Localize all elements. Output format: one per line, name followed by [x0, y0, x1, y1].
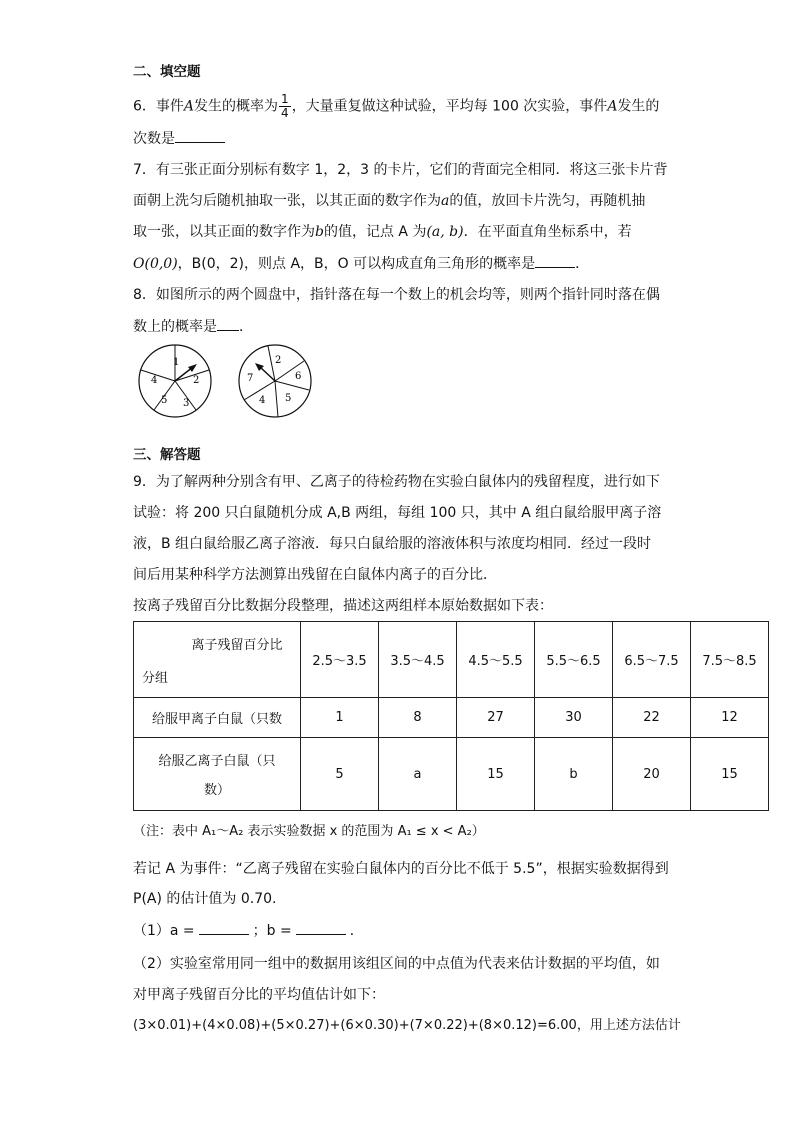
question-9-line-1: 9．为了解两种分别含有甲、乙离子的待检药物在实验白鼠体内的残留程度，进行如下 — [133, 474, 660, 490]
question-7-line-4: O(0,0)，B(0，2)，则点 A，B，O 可以构成直角三角形的概率是 ． — [133, 253, 589, 274]
question-7-line-1: 7．有三张正面分别标有数字 1，2，3 的卡片，它们的背面完全相同．将这三张卡片背 — [133, 162, 668, 178]
disc2-label-4: 7 — [247, 373, 254, 384]
spinner-disc-2 — [239, 345, 311, 417]
question-9-part-1: （1）a = ；b = ． — [133, 920, 364, 941]
answer-blank[interactable] — [535, 253, 575, 268]
table-header-cell: 离子残留百分比 分组 — [134, 622, 301, 698]
question-9-line-6: 若记 A 为事件：“乙离子残留在实验白鼠体内的百分比不低于 5.5”，根据实验数据得到 — [133, 861, 669, 877]
table-cell: a — [379, 738, 457, 811]
question-9-line-4: 间后用某种科学方法测算出残留在白鼠体内离子的百分比． — [133, 567, 497, 583]
table-header-row — [134, 622, 769, 698]
table-cell: 1 — [301, 698, 379, 738]
question-9-line-3: 液，B 组白鼠给服乙离子溶液．每只白鼠给服的溶液体积与浓度均相同．经过一段时 — [133, 536, 652, 552]
answer-blank-b[interactable] — [296, 920, 346, 935]
table-cell: 5 — [301, 738, 379, 811]
table-col-header: 6.5～7.5 — [613, 622, 691, 698]
disc1-label-3: 5 — [161, 395, 168, 406]
spinner-discs-figure — [133, 343, 333, 419]
question-8-line-2: 数上的概率是 ． — [133, 316, 253, 337]
table-row — [134, 698, 769, 738]
spinner-disc-1 — [139, 345, 211, 417]
table-col-header: 2.5～3.5 — [301, 622, 379, 698]
question-6-line-2: 次数是 — [133, 128, 225, 149]
disc1-label-1: 2 — [193, 375, 200, 386]
disc1-label-4: 4 — [151, 375, 158, 386]
table-cell: 8 — [379, 698, 457, 738]
table-row-label: 给服甲离子白鼠（只数 — [134, 698, 301, 738]
table-cell: b — [535, 738, 613, 811]
disc1-label-2: 3 — [183, 398, 190, 409]
question-9-line-5: 按离子残留百分比数据分段整理，描述这两组样本原始数据如下表： — [133, 598, 553, 614]
question-9-line-7: P(A) 的估计值为 0.70. — [133, 891, 277, 907]
disc2-label-1: 6 — [295, 371, 302, 382]
table-col-header: 3.5～4.5 — [379, 622, 457, 698]
question-9-part-2-line-2: 对甲离子残留百分比的平均值估计如下： — [133, 987, 385, 1003]
question-9-formula: (3×0.01)+(4×0.08)+(5×0.27)+(6×0.30)+(7×0.22)+(8×0.12)=6.00，用上述方法估计 — [133, 1018, 681, 1033]
table-cell: 20 — [613, 738, 691, 811]
data-table — [133, 621, 769, 811]
question-7-line-2: 面朝上洗匀后随机抽取一张，以其正面的数字作为a的值，放回卡片洗匀，再随机抽 — [133, 193, 646, 209]
answer-blank-a[interactable] — [199, 920, 249, 935]
table-cell: 30 — [535, 698, 613, 738]
disc1-label-0: 1 — [173, 357, 180, 368]
table-note: （注：表中 A₁～A₂ 表示实验数据 x 的范围为 A₁ ≤ x < A₂） — [133, 824, 485, 839]
table-col-header: 7.5～8.5 — [691, 622, 769, 698]
section-heading-solutions: 三、解答题 — [133, 447, 201, 463]
answer-blank[interactable] — [175, 128, 225, 143]
table-cell: 15 — [691, 738, 769, 811]
table-col-header: 4.5～5.5 — [457, 622, 535, 698]
question-8-line-1: 8．如图所示的两个圆盘中，指针落在每一个数上的机会均等，则两个指针同时落在偶 — [133, 287, 660, 303]
disc2-label-0: 2 — [275, 355, 282, 366]
table-col-header: 5.5～6.5 — [535, 622, 613, 698]
answer-blank[interactable] — [217, 316, 239, 331]
table-row — [134, 738, 769, 811]
question-9-line-2: 试验：将 200 只白鼠随机分成 A,B 两组，每组 100 只，其中 A 组白鼠给服甲离子溶 — [133, 505, 662, 521]
table-cell: 27 — [457, 698, 535, 738]
question-6-line-1: 6．事件A发生的概率为 $\frac{1}{4}$ ，大量重复做这种试验，平均每 100 次实验，事件A发生的 — [133, 92, 660, 120]
table-cell: 15 — [457, 738, 535, 811]
question-7-line-3: 取一张，以其正面的数字作为b的值，记点 A 为(a, b)．在平面直角坐标系中，若 — [133, 224, 632, 240]
fraction: $\frac{1}{4}$ — [281, 92, 289, 120]
table-cell: 12 — [691, 698, 769, 738]
table-cell: 22 — [613, 698, 691, 738]
disc2-label-3: 4 — [259, 395, 266, 406]
question-9-part-2-line-1: （2）实验室常用同一组中的数据用该组区间的中点值为代表来估计数据的平均值，如 — [133, 956, 660, 972]
table-row-label: 给服乙离子白鼠（只 数） — [134, 738, 301, 811]
disc2-label-2: 5 — [285, 393, 292, 404]
section-heading-fill-in: 二、填空题 — [133, 64, 201, 80]
